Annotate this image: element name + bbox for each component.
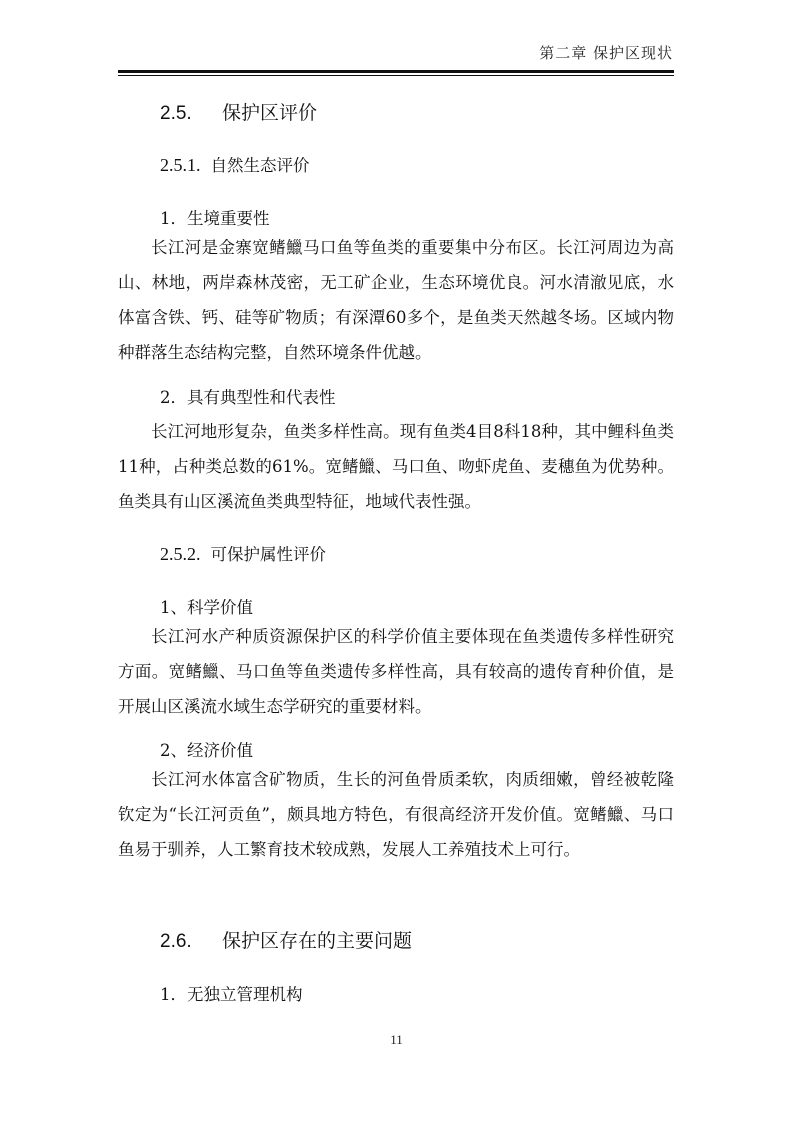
section-number: 2.5.1. [160, 155, 201, 175]
list-item-no-management-agency: 1．无独立管理机构 [160, 985, 303, 1004]
section-2-5-1-heading [118, 152, 674, 176]
section-title: 保护区存在的主要问题 [222, 931, 413, 952]
running-header: 第二章 保护区现状 [539, 44, 673, 62]
section-number: 2.6. [160, 931, 192, 952]
list-item-scientific-value: 1、科学价值 [160, 598, 253, 617]
section-2-5-2-heading [118, 541, 674, 565]
section-title: 可保护属性评价 [210, 545, 326, 564]
section-2-5-heading [118, 98, 674, 125]
list-item-economic-value: 2、经济价值 [160, 741, 253, 760]
section-number: 2.5. [160, 103, 192, 124]
header-rule-thick [118, 70, 674, 73]
header-rule-thin [118, 75, 674, 76]
section-number: 2.5.2. [160, 544, 201, 564]
section-title: 自然生态评价 [210, 156, 310, 175]
page-number: 11 [390, 1032, 403, 1047]
section-title: 保护区评价 [222, 103, 318, 124]
paragraph-typicality: 长江河地形复杂，鱼类多样性高。现有鱼类4目8科18种，其中鲤科鱼类11种，占种类总数的61%。宽鳍鱲、马口鱼、吻虾虎鱼、麦穗鱼为优势种。鱼类具有山区溪流鱼类典型特征，地域代表性强。 [118, 422, 674, 511]
paragraph-economic-value: 长江河水体富含矿物质，生长的河鱼骨质柔软，肉质细嫩，曾经被乾隆钦定为“长江河贡鱼”，颇具地方特色，有很高经济开发价值。宽鳍鱲、马口鱼易于驯养，人工繁育技术较成熟，发展人工养殖技术上可行。 [118, 770, 674, 859]
section-2-6-heading [118, 926, 674, 953]
list-item-typicality: 2．具有典型性和代表性 [160, 388, 336, 407]
paragraph-scientific-value: 长江河水产种质资源保护区的科学价值主要体现在鱼类遗传多样性研究方面。宽鳍鱲、马口鱼等鱼类遗传多样性高，具有较高的遗传育种价值，是开展山区溪流水域生态学研究的重要材料。 [118, 627, 674, 716]
paragraph-habitat: 长江河是金寨宽鳍鱲马口鱼等鱼类的重要集中分布区。长江河周边为高山、林地，两岸森林茂密，无工矿企业，生态环境优良。河水清澈见底，水体富含铁、钙、硅等矿物质；有深潭60多个，是鱼类天然越冬场。区域内物种群落生态结构完整，自然环境条件优越。 [118, 238, 674, 362]
list-item-habitat-importance: 1．生境重要性 [160, 209, 270, 228]
